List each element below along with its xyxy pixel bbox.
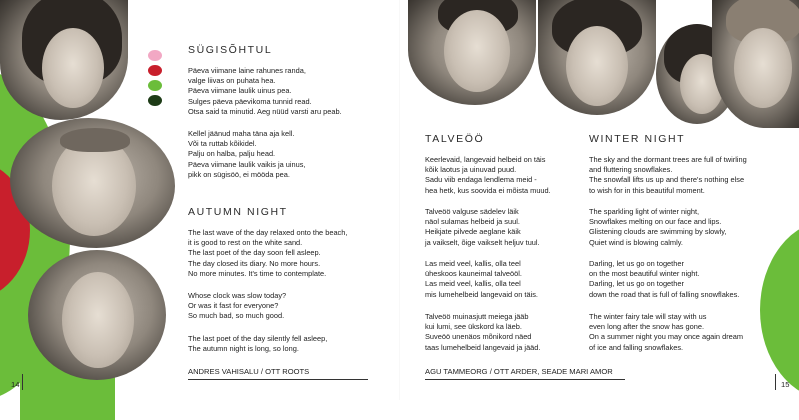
verse-line: The last wave of the day relaxed onto the beach, [188,228,348,237]
verse-line: The last poet of the day silently fell asleep, [188,334,328,343]
poem-stanza [589,312,743,353]
verse-line: Päeva viimane laulik uinus pea. [188,86,292,96]
verse-line: to wish for in this beautiful moment. [589,185,705,195]
verse-line: Or was it fast for everyone? [188,301,279,311]
verse-line: on the most beautiful winter night. [589,269,700,279]
verse-line: valge liivas on puhata hea. [188,76,276,86]
verse-line: even long after the snow has gone. [589,322,705,332]
verse-line: of ice and falling snowflakes. [589,342,684,352]
verse-line: The day closed its diary. No more hours. [188,258,321,268]
verse-line: it is good to rest on the white sand. [188,238,303,248]
poem-stanza [188,228,347,279]
verse-line: kõik laotus ja uinuvad puud. [425,165,517,175]
verse-line: mis lumehelbeid langevaid on täis. [425,289,538,299]
verse-line: The autumn night is long, so long. [188,344,299,354]
verse-line: Kellel jäänud maha täna aja kell. [188,129,295,138]
verse-line: taas lumehelbeid langevaid ja jääd. [425,342,541,352]
verse-line: Suveöö unenäos mõnikord näed [425,332,532,342]
verse-line: The snowfall lifts us up and there's nothing else [589,175,745,185]
verse-line: kui lumi, see ükskord ka läeb. [425,322,522,332]
verse-line: Palju on halba, palju head. [188,149,276,159]
verse-line: üheskoos kauneimal talveööl. [425,269,522,279]
poem-stanza [188,334,327,354]
verse-line: Las meid veel, kallis, olla teel [425,279,521,289]
poem-stanza [188,66,342,117]
pink-dot-icon [148,50,162,61]
verse-line: Heikjate pilvede aeglane käik [425,227,521,237]
verse-line: The sparkling light of winter night, [589,207,700,216]
verse-line: Whose clock was slow today? [188,291,287,300]
author-credit: AGU TAMMEORG / OTT ARDER, SEADE MARI AMOR [425,367,625,380]
poem-title-sugisohtul: SÜGISÕHTUL [188,44,273,56]
verse-line: Otsa said ta minutid. Aeg nüüd varsti aru peab. [188,106,342,116]
verse-line: Talveöö valguse sädelev läik [425,207,519,216]
poem-stanza [589,155,747,196]
verse-line: Talveöö muinasjutt meiega jääb [425,312,529,321]
verse-line: Sadu viib endaga lendlema meid - [425,175,537,185]
verse-line: The sky and the dormant trees are full of twirling [589,155,747,164]
page-number: 15 [781,380,790,389]
page-number: 14 [11,380,20,389]
verse-line: No more minutes. It's time to contemplate. [188,268,327,278]
poem-stanza [589,259,739,300]
verse-line: Darling, let us go on together [589,279,684,289]
verse-line: hea hetk, kus soovida ei mõista muud. [425,185,551,195]
verse-line: pikk on sügisöö, ei mööda pea. [188,169,290,179]
poem-stanza [589,207,726,248]
photo-woman-dark-hair [0,0,128,120]
page-number-rule [22,374,23,390]
verse-line: Päeva viimane laine rahunes randa, [188,66,306,75]
poem-title-winter-night: WINTER NIGHT [589,133,686,145]
verse-line: down the road that is full of falling snowflakes. [589,289,740,299]
verse-line: Või ta ruttab kõikidel. [188,139,257,149]
photo-man-glasses [408,0,536,105]
verse-line: Sulges päeva päevikoma tunnid read. [188,96,312,106]
poem-stanza [425,155,551,196]
verse-line: On a summer night you may once again dream [589,332,744,342]
page-number-rule [775,374,776,390]
poem-stanza [188,291,286,322]
verse-line: Quiet wind is blowing calmly. [589,237,683,247]
green-right-shape [760,220,799,400]
verse-line: näol sulamas helbeid ja suul. [425,217,520,227]
poem-stanza [425,259,538,300]
green-dot-icon [148,80,162,91]
verse-line: The last poet of the day soon fell asleep. [188,248,321,258]
poem-stanza [188,129,306,180]
photo-man-gray-hair [28,250,166,380]
verse-line: Keerlevaid, langevaid helbeid on täis [425,155,546,164]
verse-line: Darling, let us go on together [589,259,684,268]
poem-stanza [425,312,540,353]
verse-line: and fluttering snowflakes. [589,165,673,175]
author-credit: ANDRES VAHISALU / OTT ROOTS [188,367,368,380]
verse-line: ja vaikselt, õige vaikselt heljuv tuul. [425,237,540,247]
verse-line: So much bad, so much good. [188,311,285,321]
poem-stanza [425,207,540,248]
verse-line: Glistening clouds are swimming by slowly, [589,227,727,237]
dark-green-dot-icon [148,95,162,106]
red-dot-icon [148,65,162,76]
verse-line: The winter fairy tale will stay with us [589,312,707,321]
verse-line: Snowflakes melting on our face and lips. [589,217,722,227]
poem-title-autumn-night: AUTUMN NIGHT [188,206,288,218]
poem-title-talveoo: TALVEÖÖ [425,133,485,145]
verse-line: Las meid veel, kallis, olla teel [425,259,521,268]
page-gutter [399,0,400,400]
verse-line: Päeva viimane laulik vaikis ja uinus, [188,159,306,169]
photo-woman-smiling [538,0,656,115]
